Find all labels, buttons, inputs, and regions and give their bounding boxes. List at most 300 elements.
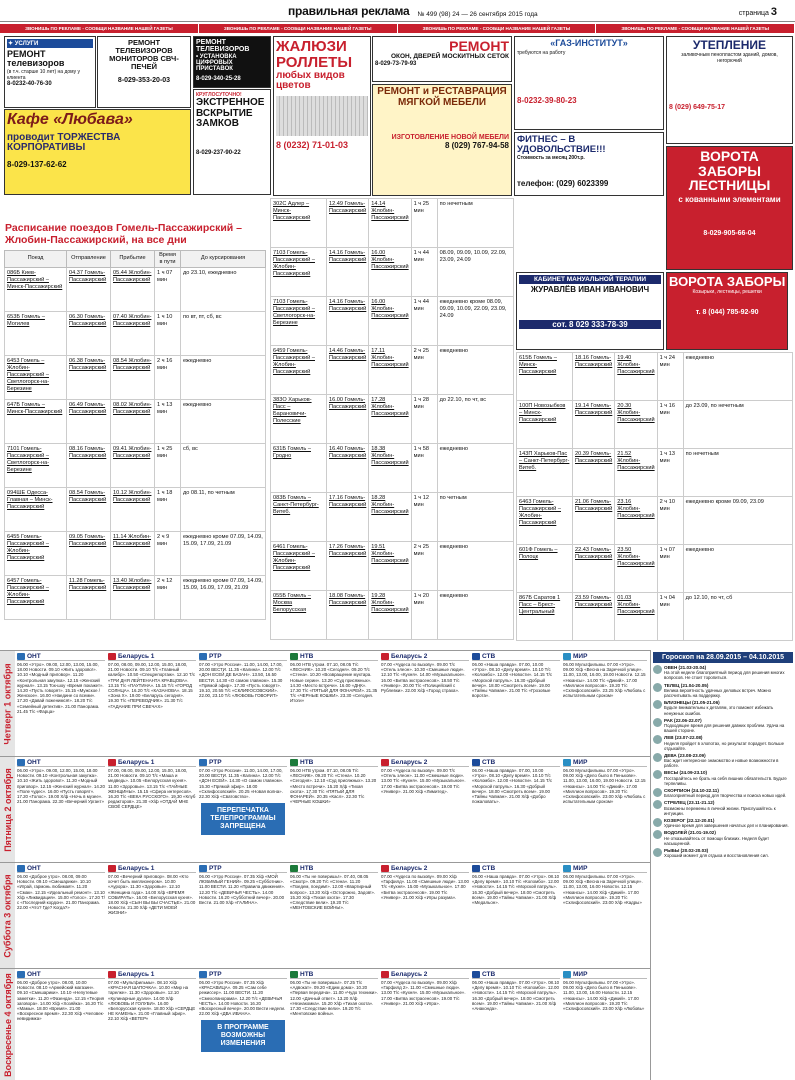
table-cell: 09.41 Жлобин-Пассажирский xyxy=(111,443,155,487)
ad-insulation xyxy=(666,36,793,144)
channel-header xyxy=(290,758,378,767)
table-cell: 08.54 Жлобин-Пассажирский xyxy=(111,355,155,399)
sign-text xyxy=(664,830,793,846)
tv-channel-column xyxy=(16,864,106,969)
tv-channel-column xyxy=(107,864,197,969)
horoscope-title: Гороскоп на 28.09.2015 – 04.10.2015 xyxy=(653,652,793,663)
channel-name: Беларусь 2 xyxy=(391,652,428,660)
table-cell: 055Б Гомель – Москва Белорусская xyxy=(271,591,327,640)
table-cell: 22.43 Гомель-Пассажирский xyxy=(573,545,615,593)
sign-forecast: Не отказывайтесь от помощи близких. Неделя будет насыщенной. xyxy=(664,835,770,846)
channel-name: Беларусь 2 xyxy=(391,970,428,978)
program-list: 06.00 НТВ утром. 07.10, 08.05 Т/с «ЛЕСНИК». 10.20 «Сегодня». 09.20 Т/с «Стена». 10.20 «Возвращение мухтара. Новые серии». 13.20 «Суд присяжных». 14.30 «Место встречи». 16.00 «ДНК». 17.30 Т/с «ПЯТЫЙ ДЛЯ ФОНАРЕЙ». 21.35 Т/с «ЧЕРНЫЕ КОШКИ». 23.30 «Сегодня. Итоги» xyxy=(290,662,378,704)
zodiac-icon xyxy=(653,665,662,674)
ad-title: РЕМОНТ телевизоров xyxy=(7,49,65,69)
col-header: Отправление xyxy=(67,251,111,268)
schedule-table-b xyxy=(270,198,514,646)
zodiac-icon xyxy=(653,718,662,727)
table-cell: 18.16 Гомель-Пассажирский xyxy=(573,353,615,401)
tv-channel-column xyxy=(198,864,288,969)
table-cell: ежедневно xyxy=(437,591,513,640)
sign-text xyxy=(664,753,793,769)
table-cell: 19.40 Жлобин-Пассажирский xyxy=(615,353,657,401)
program-list: 06.00 «Наша правда». 07.00 «Утро». 08.10 «Делу время». 10.10 Т/с «Коломбо». 12.00 «Новости». 14.15 Т/с «Морской патруль». 16.30 «Добрый вечер». 18.00 «Смотреть всем». 19.00 «Тайны Чапман». 21.00 Х/ф «Медальон». xyxy=(472,874,560,905)
ad-title: ФИТНЕС – В УДОВОЛЬСТВИЕ!!! xyxy=(517,134,606,155)
table-row xyxy=(271,444,514,493)
ad-subtitle: заливочным пенопластом зданий, домов, негорючий xyxy=(681,51,778,64)
sign-text xyxy=(664,818,789,828)
channel-header xyxy=(17,864,105,873)
ad-phone: 8 (029) 767-94-58 xyxy=(444,141,509,151)
table-cell: 10.12 Жлобин-Пассажирский xyxy=(111,487,155,531)
program-list: 06.00 «Утро России». 07.35 Х/ф «МОЙ ЛЮБИМЫЙ ГЕНИЙ». 09.25 «Субботник». 11.00 ВЕСТИ. 11.20 «Правила движения». 12.20 Т/с «ДЕВИЧЬЯ ЧЕСТЬ». 14.00 Новости. 16.20 «Субботний вечер». 20.00 Вести. 21.00 Х/ф «ГАЛИНА». xyxy=(199,874,286,905)
table-cell: 06.49 Гомель-Пассажирский xyxy=(67,399,111,443)
sign-name: СТРЕЛЕЦ (23.11-21.12) xyxy=(664,800,715,806)
program-list: 07.00 «Утро России». 11.00, 14.00, 17.00, 20.00 ВЕСТИ. 11.35 «Калина». 12.00 Т/с «ДОН ЕСЕЙ». 14.30 «О самом главном». 15.30 «Прямой эфир». 18.00 «Склифосовский». 20.25 «Новая волна». 22.30 Х/ф «Сватовство». xyxy=(199,768,284,799)
program-list: 07.00, 08.00, 09.00, 12.00, 15.00, 18.00, 21.00 Новости. 09.10 Т/с «Маша и медведь». 10.05 «Белорусская кухня». 11.00 «Здоровье». 13.15 Т/с «ТАЙНЫЕ ЖЕНЩИНЫ». 15.15 «Сфера интересов». 16.20 Т/с «ВЕКА РУССКОГО». 19.30 «Клуб редакторов». 21.30 «Х/ф «ОТДАЙ МНЕ СВОЁ СЕРДЦЕ» xyxy=(108,768,196,810)
tv-channel-column xyxy=(380,652,470,757)
horoscope-sign xyxy=(653,788,793,798)
channel-logo-icon xyxy=(108,971,116,978)
channel-logo-icon xyxy=(381,759,389,766)
day-label-text: Суббота 3 октября xyxy=(2,873,13,958)
table-cell: 7103 Гомель-Пассажирский – Жлобин-Пассажирский xyxy=(271,248,327,297)
channel-name: НТВ xyxy=(300,970,314,978)
table-cell: 2 ч 25 мин xyxy=(411,346,437,395)
sign-forecast: Вас ждет интересное знакомство и новые возможности в работе. xyxy=(664,758,779,769)
copyright-notice: ПЕРЕПЕЧАТКА ТЕЛЕПРОГРАММЫ ЗАПРЕЩЕНА xyxy=(201,803,285,835)
ad-manual-therapy xyxy=(516,272,664,350)
table-cell: 14.16 Гомель-Пассажирский xyxy=(327,248,369,297)
tv-day xyxy=(0,650,650,756)
channel-logo-icon xyxy=(381,865,389,872)
sign-text xyxy=(664,718,793,734)
slogan-strip xyxy=(0,24,795,33)
horoscope-sign xyxy=(653,770,793,786)
program-list: 07.00 «Чудеса по вызову». 09.00 Х/ф «Гарфилд 2». 11.00 «Смешные люди». 13.00 Т/с «Кухня». 15.00 «Музыкальное». 17.00 «Битва экстрасенсов». 19.00 Т/с «Универ». 21.00 Х/ф «Игра». xyxy=(381,980,466,1006)
table-cell: ежедневно xyxy=(437,542,513,591)
ad-subtitle: любых видов цветов xyxy=(276,69,345,91)
program-list: 07.00, 08.00, 09.00, 12.00, 15.00, 18.00, 21.00 Новости. 09.10 Т/с «Главный калибр». 10.50 «Спецрепортаж». 12.10 Т/с «ТРИ ДНЯ ЛЕЙТЕНАНТА КРАВЦОВА». 13.15 Т/с «ПАУТИНА». 15.15 Т/с «ГОРОД СОЛНЦА». 16.20 Т/с «КАЗАНОВА». 18.15 «Зона Х». 19.00 «Беларусь сегодня». 19.30 Т/с «ПЕРЕВОДЧИК». 21.30 Т/с «ГАДАНИЕ ПРИ СВЕЧАХ» xyxy=(108,662,196,709)
table-cell: ежедневно кроме 08.09, 09.09, 10.09, 22.09, 23.09, 24.09 xyxy=(437,297,513,346)
channel-logo-icon xyxy=(199,653,207,660)
zodiac-icon xyxy=(653,800,662,809)
channel-logo-icon xyxy=(472,759,480,766)
table-cell: 1 ч 44 мин xyxy=(411,297,437,346)
table-row xyxy=(271,542,514,591)
ad-title: ЭКСТРЕННОЕ ВСКРЫТИЕ ЗАМКОВ xyxy=(196,97,265,129)
ad-phone: телефон: (029) 6023399 xyxy=(517,178,609,188)
slogan: ЗВОНИШЬ ПО РЕКЛАМЕ - СООБЩИ НАЗВАНИЕ НАШЕЙ ГАЗЕТЫ xyxy=(596,24,795,33)
timetable xyxy=(516,352,793,641)
slogan: ЗВОНИШЬ ПО РЕКЛАМЕ - СООБЩИ НАЗВАНИЕ НАШЕЙ ГАЗЕТЫ xyxy=(199,24,398,33)
ad-phone: 8-029-353-20-03 xyxy=(117,76,171,84)
timetable xyxy=(4,250,266,620)
tv-channel-column xyxy=(289,864,379,969)
table-row xyxy=(517,497,793,545)
table-cell: до 22.10, по чт, вс xyxy=(437,395,513,444)
table-cell: 2 ч 9 мин xyxy=(155,531,181,575)
sign-text xyxy=(664,788,786,798)
channel-logo-icon xyxy=(290,971,298,978)
page-number: страница 3 xyxy=(738,6,777,18)
channel-header xyxy=(563,652,647,661)
table-cell: 631Б Гомель – Гродно xyxy=(271,444,327,493)
table-cell: 21.06 Гомель-Пассажирский xyxy=(573,497,615,545)
sign-forecast: Благоприятный период для творчества и поиска новых идей. xyxy=(664,793,787,799)
program-list: 06.00 «Утро». 09.00, 12.00, 15.00, 18.00 Новости. 09.10 «Контрольная закупка». 10.10 «Жить здорово!». 11.20 «Модный приговор». 12.15 «Женский журнал». 14.20 «Поле чудес». 16.00 «Пусть говорят». 17.20 «Голос». 19.00 Х/ф «Ночь в музее». 21.00 Панорама. 22.30 «Вечерний Ургант» xyxy=(17,768,105,805)
table-cell: 1 ч 18 мин xyxy=(155,487,181,531)
table-cell: 653Б Гомель – Могилев xyxy=(5,311,67,355)
tv-channel-column xyxy=(198,652,288,757)
channel-name: ОНТ xyxy=(27,970,41,978)
channel-header xyxy=(381,864,469,873)
channel-name: МИР xyxy=(573,864,588,872)
zodiac-icon xyxy=(653,848,662,857)
program-list: 06.00 «Наша правда». 07.00, 10.00 «Утро». 08.10 «Делу время». 10.10 Т/с «Коломбо». 12.00 «Новости». 14.15 Т/с «Морской патруль». 16.30 «Добрый вечер». 18.00 «Смотреть всем». 19.00 «Тайны Чапман». 21.00 Т/с «Грозовые ворота». xyxy=(472,662,553,699)
table-cell: ежедневно кроме 07.09, 14.09, 15.09, 16.09, 17.09, 21.09 xyxy=(181,575,266,619)
table-cell: 17.28 Жлобин-Пассажирский xyxy=(369,395,411,444)
table-cell: 09.05 Гомель-Пассажирский xyxy=(67,531,111,575)
table-cell: 13.40 Жлобин-Пассажирский xyxy=(111,575,155,619)
sign-name: РЫБЫ (20.02-20.03) xyxy=(664,847,709,853)
table-cell: 19.14 Гомель-Пассажирский xyxy=(573,401,615,449)
sign-forecast: Возможны перемены в личной жизни. Прислушайтесь к интуиции. xyxy=(664,805,776,816)
schedule-table-c xyxy=(516,352,793,646)
channel-name: МИР xyxy=(573,758,588,766)
channel-header xyxy=(381,758,469,767)
table-cell: 1 ч 25 мин xyxy=(411,199,437,248)
channel-logo-icon xyxy=(17,865,25,872)
tv-channel-column xyxy=(380,970,470,1080)
table-cell: ежедневно xyxy=(437,444,513,493)
channel-logo-icon xyxy=(17,971,25,978)
ad-cafe-lyubava xyxy=(4,109,191,195)
sign-text xyxy=(664,683,793,699)
channel-header xyxy=(108,970,196,979)
table-cell: 083Б Гомель – Санкт-Петербург-Витеб. xyxy=(271,493,327,542)
table-cell: 11.28 Гомель-Пассажирский xyxy=(67,575,111,619)
sign-name: РАК (22.06-22.07) xyxy=(664,717,702,723)
table-row xyxy=(271,199,514,248)
tv-channel-column xyxy=(289,652,379,757)
channel-header xyxy=(472,652,560,661)
channel-logo-icon xyxy=(290,653,298,660)
channel-logo-icon xyxy=(563,759,571,766)
slogan: ЗВОНИШЬ ПО РЕКЛАМЕ - СООБЩИ НАЗВАНИЕ НАШЕЙ ГАЗЕТЫ xyxy=(0,24,199,33)
ad-title: КАБИНЕТ МАНУАЛЬНОЙ ТЕРАПИИ xyxy=(519,275,661,284)
channel-header xyxy=(290,864,378,873)
tv-channel-column xyxy=(289,970,379,1080)
sign-forecast: Будьте внимательны к деталям, это поможет избежать ненужных ошибок. xyxy=(664,705,774,716)
table-cell: 06.30 Гомель-Пассажирский xyxy=(67,311,111,355)
channel-logo-icon xyxy=(108,865,116,872)
col-header: До курсирования xyxy=(181,251,266,268)
table-cell: 11.14 Жлобин-Пассажирский xyxy=(111,531,155,575)
program-list: 07.00 «Чудеса по вызову». 09.00 Х/ф «Гарфилд». 11.00 «Смешные люди». 13.00 Т/с «Кухня». 15.00 «Музыкальное». 17.00 «Битва экстрасенсов». 19.00 Т/с «Универ». 21.00 Х/ф «Игры разума». xyxy=(381,874,469,900)
ad-subtitle: КРУГЛОСУТОЧНО! xyxy=(196,92,242,98)
channel-header xyxy=(17,970,105,979)
ad-tv-repair-2 xyxy=(97,36,191,108)
channel-header xyxy=(290,970,378,979)
table-cell: 20.30 Жлобин-Пассажирский xyxy=(615,401,657,449)
table-cell: 07.40 Жлобин-Пассажирский xyxy=(111,311,155,355)
newspaper-brand: правильная реклама xyxy=(288,4,410,18)
sign-text xyxy=(664,770,793,786)
zodiac-icon xyxy=(653,683,662,692)
tv-channel-column xyxy=(198,970,288,1080)
table-row xyxy=(5,487,266,531)
table-row xyxy=(5,355,266,399)
day-label-text: Четверг 1 октября xyxy=(2,662,13,745)
horoscope-sign xyxy=(653,848,793,858)
ad-gaz-institut xyxy=(514,36,664,130)
sign-forecast: Подходящее время для решения давних проблем. Удача на вашей стороне. xyxy=(664,723,785,734)
tv-day xyxy=(0,862,650,968)
ad-title: ВОРОТА ЗАБОРЫ xyxy=(669,274,786,289)
ad-locks xyxy=(193,89,271,195)
table-cell: 6461 Гомель-Пассажирский – Жлобин-Пассажирский xyxy=(271,542,327,591)
channel-name: МИР xyxy=(573,652,588,660)
program-list: 06.00 «Ты не поверишь!». 07.25 Т/с «Адвокат». 09.20 «Едим дома». 10.20 «Первая передача». 11.00 «Чудо техники». 12.00 «Дачный ответ». 13.20 Х/ф «Незнакомка». 15.20 Х/ф «Тихая охота». 17.30 «Следствие вели». 19.20 Т/с «Ментовские войны». xyxy=(290,980,378,1017)
channel-name: Беларусь 2 xyxy=(391,758,428,766)
channel-name: РТР xyxy=(209,652,222,660)
table-cell: 06.38 Гомель-Пассажирский xyxy=(67,355,111,399)
program-list: 06.00 НТВ утром. 07.10, 08.05 Т/с «ЛЕСНИК». 09.20 Т/с «Стена». 10.20 «Сегодня». 12.10 «Суд присяжных». 13.20 «Место встречи». 15.20 Х/ф «Тихая охота». 17.30 Т/с «ПЯТЫЙ ДЛЯ ФОНАРЕЙ». 20.35 «Касл». 22.30 Т/с «ЧЕРНЫЕ КОШКИ» xyxy=(290,768,377,805)
ad-title: РЕМОНТ ТЕЛЕВИЗОРОВ МОНИТОРОВ СВЧ-ПЕЧЕЙ xyxy=(109,38,179,71)
table-row xyxy=(5,311,266,355)
table-cell: 6463 Гомель-Пассажирский – Жлобин-Пассажирский xyxy=(517,497,573,545)
table-cell: 16.40 Гомель-Пассажирский xyxy=(327,444,369,493)
zodiac-icon xyxy=(653,753,662,762)
tv-channel-column xyxy=(16,652,106,757)
channel-header xyxy=(199,970,287,979)
sign-name: ВЕСЫ (24.09-23.10) xyxy=(664,770,708,776)
zodiac-icon xyxy=(653,735,662,744)
table-row xyxy=(5,267,266,311)
horoscope-sign xyxy=(653,700,793,716)
sign-forecast: На этой неделе благоприятный период для решения многих вопросов. Не стоит торопиться. xyxy=(664,670,785,681)
table-row xyxy=(5,531,266,575)
horoscope-sign xyxy=(653,818,793,828)
table-cell: 05.44 Жлобин-Пассажирский xyxy=(111,267,155,311)
ad-tv-repair-1: ✦ УСЛУГИ РЕМОНТ телевизоров (в т.ч. старше 10 лет) на дому у клиента 8-0232-40-76-30 xyxy=(4,36,96,108)
sign-text xyxy=(664,700,793,716)
channel-logo-icon xyxy=(472,653,480,660)
channel-logo-icon xyxy=(199,865,207,872)
ad-title: ЖАЛЮЗИ РОЛЛЕТЫ xyxy=(276,38,353,71)
table-row xyxy=(517,449,793,497)
table-cell: 1 ч 28 мин xyxy=(411,395,437,444)
horoscope-sign xyxy=(653,683,793,699)
table-row xyxy=(517,353,793,401)
table-cell: ежедневно кроме 07.09, 14.09, 15.09, 17.09, 21.09 xyxy=(181,531,266,575)
table-cell: 16.00 Жлобин-Пассажирский xyxy=(369,297,411,346)
tv-channel-column xyxy=(380,864,470,969)
channel-header xyxy=(472,758,560,767)
channel-logo-icon xyxy=(563,653,571,660)
table-cell: 2 ч 12 мин xyxy=(155,575,181,619)
channel-name: Беларусь 1 xyxy=(118,970,155,978)
table-cell: 19.51 Жлобин-Пассажирский xyxy=(369,542,411,591)
sign-text xyxy=(664,800,793,816)
table-cell: ежедневно xyxy=(181,399,266,443)
table-cell: 615Б Гомель – Минск-Пассажирский xyxy=(517,353,573,401)
ad-subtitle: • УСТАНОВКА ЦИФРОВЫХ ПРИСТАВОК xyxy=(196,53,237,73)
ad-title: РЕМОНТ xyxy=(449,38,509,54)
table-cell: 17.26 Гомель-Пассажирский xyxy=(327,542,369,591)
zodiac-icon xyxy=(653,700,662,709)
sign-forecast: Неделя пройдет в хлопотах, но результат порадует. Больше отдыхайте. xyxy=(664,740,784,751)
ad-phone: 8-029-73-79-93 xyxy=(375,60,417,67)
channel-logo-icon xyxy=(290,759,298,766)
program-list: 07.00 «Утро России». 11.00, 14.00, 17.00, 20.00 ВЕСТИ. 11.35 «Калина». 12.00 Т/с «ДОН ЕСЕЙ ДЕ БАЗАН». 13.50, 16.50 ВЕСТИ. 14.30 «О самом главном». 15.30 «Прямой эфир». 17.30 «Пусть говорят». 19.10, 20.55 Т/с «СКЛИФОСОВСКИЙ». 22.00, 23.10 Т/с «ЛЮБОВЬ ГОВОРИТ» xyxy=(199,662,283,699)
channel-logo-icon xyxy=(108,759,116,766)
channel-logo-icon xyxy=(472,971,480,978)
channel-logo-icon xyxy=(290,865,298,872)
table-cell: 143П Харьков-Пас – Санкт-Петербург-Витеб. xyxy=(517,449,573,497)
schedule-title: Расписание поездов Гомель-Пассажирский – Жлобин-Пассажирский, на все дни xyxy=(5,222,243,247)
channel-name: СТВ xyxy=(482,652,496,660)
sign-text xyxy=(664,735,793,751)
program-list: 07.00 «Чудеса по вызову». 09.00 Т/с «Отель элеон». 10.30 «Смешные люди». 12.10 Т/с «Кухня». 14.00 «Музыкальное». 16.00 «Битва экстрасенсов». 18.50 Т/с «Универ». 20.00 Т/с «Полицейский с Рублевки». 22.00 Х/ф «Город страха». xyxy=(381,662,466,693)
channel-name: НТВ xyxy=(300,652,314,660)
table-cell: 2 ч 25 мин xyxy=(411,542,437,591)
zodiac-icon xyxy=(653,788,662,797)
table-cell: 1 ч 13 мин xyxy=(155,399,181,443)
ad-subtitle: Козырьки, лестницы, решетки xyxy=(692,288,762,295)
table-row xyxy=(271,248,514,297)
table-cell: 1 ч 20 мин xyxy=(411,591,437,640)
channel-header xyxy=(108,758,196,767)
sign-name: БЛИЗНЕЦЫ (21.05-21.06) xyxy=(664,700,720,706)
channel-name: МИР xyxy=(573,970,588,978)
table-cell: сб, вс xyxy=(181,443,266,487)
sign-name: СКОРПИОН (24.10-22.11) xyxy=(664,787,719,793)
table-cell: 302С Адлер – Минск-Пассажирский xyxy=(271,199,327,248)
table-cell: по вт, пт, сб, вс xyxy=(181,311,266,355)
program-list: 06.00 «Наша правда». 07.00 «Утро». 08.10 «Делу время». 10.10 Т/с «Коломбо». 12.00 «Новости». 14.15 Т/с «Морской патруль». 16.30 «Добрый вечер». 18.00 «Смотреть всем». 19.00 «Тайны Чапман». 21.00 Х/ф «Анаконда». xyxy=(472,980,560,1011)
horoscope-sign xyxy=(653,665,793,681)
zodiac-icon xyxy=(653,830,662,839)
program-list: 07.00 «Мультфильмы». 08.10 Х/ф «КРАСНАЯ ШАПОЧКА». 10.00 «Мир на тарелке». 11.30 «Здоровье». 12.10 «Кулинарные дуэли». 14.00 Х/ф «ЛЮБОВЬ И ГОЛУБИ». 16.00 «Белорусская кухня». 18.00 Х/ф «СЕРДЦЕ НЕ КАМЕНЬ». 21.00 «Главный эфир». 22.10 Х/ф «ВЕТЕР» xyxy=(108,980,196,1022)
program-list: 06.00 Мультфильмы. 07.00 «Утро». 09.00 Х/ф «Дело было в Пенькове». 11.00, 13.00, 16.00, 19.00 Новости. 12.15 «Нюансы». 14.00 Т/с «Дикий». 17.00 «Миллион вопросов». 19.20 Т/с «Склифосовский». 23.00 Х/ф «Любовь с испытательным сроком» xyxy=(563,768,646,805)
table-cell: до 23.10, ежедневно xyxy=(181,267,266,311)
ad-fitness xyxy=(514,132,664,196)
table-cell: 1 ч 44 мин xyxy=(411,248,437,297)
table-row xyxy=(5,399,266,443)
channel-logo-icon xyxy=(108,653,116,660)
table-cell: 100П Новозыбков – Минск-Пассажирский xyxy=(517,401,573,449)
day-label xyxy=(0,863,15,968)
ad-phone: 8-029-340-25-28 xyxy=(196,75,241,82)
table-cell: до 12.10, по чт, сб xyxy=(683,593,792,641)
ad-title: РЕМОНТ и РЕСТАВРАЦИЯ МЯГКОЙ МЕБЕЛИ xyxy=(377,86,507,108)
ad-phone: т. 8 (044) 785-92-90 xyxy=(695,308,759,316)
program-list: 06.00 «Ты не поверишь!». 07.40, 08.05 «Смотр». 09.20 Т/с «Стена». 11.20 «Поедем, поедим!». 12.00 «Квартирный вопрос». 13.20 Х/ф «Осторожно, Задов!». 15.20 Х/ф «Тихая охота». 17.30 «Следствие вели». 19.20 Т/с «МЕНТОВСКИЕ ВОЙНЫ». xyxy=(290,874,376,911)
sign-forecast: Велика вероятность удачных деловых встреч. Можно рассчитывать на поддержку. xyxy=(664,687,772,698)
day-label xyxy=(0,651,15,756)
tv-channel-column xyxy=(107,970,197,1080)
sign-name: ДЕВА (23.08-23.09) xyxy=(664,752,706,758)
table-cell: 601Ф Гомель – Полоцк xyxy=(517,545,573,593)
channel-header xyxy=(108,652,196,661)
table-cell: по нечетным xyxy=(437,199,513,248)
program-list: 06.00 Мультфильмы. 07.00 «Утро». 09.00 Х/ф «Весна на Заречной улице». 11.00, 13.00, 16.00 Новости. 12.15 «Нюансы». 14.00 Х/ф «Дикий». 17.00 «Миллион вопросов». 19.20 Т/с «Склифосовский». 23.00 Х/ф «Кадры» xyxy=(563,874,643,905)
table-row xyxy=(517,545,793,593)
table-cell: ежедневно кроме 09.09, 23.09 xyxy=(683,497,792,545)
day-label-text: Воскресенье 4 октября xyxy=(2,972,13,1077)
timetable xyxy=(270,198,514,640)
col-header: Прибытие xyxy=(111,251,155,268)
channel-header xyxy=(472,864,560,873)
table-cell: 14.46 Гомель-Пассажирский xyxy=(327,346,369,395)
sign-forecast: Удачное время для завершения начатых дел и планирования. xyxy=(664,823,789,829)
table-cell: 17.11 Жлобин-Пассажирский xyxy=(369,346,411,395)
table-cell: 2 ч 16 мин xyxy=(155,355,181,399)
ad-phone: 8-029-905-66-04 xyxy=(703,230,756,238)
table-cell: 1 ч 25 мин xyxy=(155,443,181,487)
channel-header xyxy=(17,758,105,767)
channel-name: ОНТ xyxy=(27,864,41,872)
issue-info: № 499 (98) 24 — 26 сентября 2015 года xyxy=(417,11,538,18)
ad-phone: 8-0232-40-76-30 xyxy=(7,80,52,87)
channel-name: ОНТ xyxy=(27,758,41,766)
table-cell: 16.00 Гомель-Пассажирский xyxy=(327,395,369,444)
table-cell: 18.38 Жлобин-Пассажирский xyxy=(369,444,411,493)
ad-phone: сот. 8 029 333-78-39 xyxy=(519,320,661,329)
tv-day xyxy=(0,756,650,862)
table-cell: 08.02 Жлобин-Пассажирский xyxy=(111,399,155,443)
channel-header xyxy=(199,652,287,661)
ad-phone: 8-0232-39-80-23 xyxy=(517,96,577,106)
table-cell: 7103 Гомель-Пассажирский – Светлогорск-на-Березине xyxy=(271,297,327,346)
table-cell: 1 ч 07 мин xyxy=(657,545,683,593)
channel-name: Беларусь 1 xyxy=(118,652,155,660)
col-header: Время в пути xyxy=(155,251,181,268)
ad-blinds xyxy=(273,36,371,196)
program-list: 07.00 «Чудеса по вызову». 09.00 Т/с «Отель элеон». 11.00 «Смешные люди». 13.00 Т/с «Кухня». 15.00 «Музыкальное». 17.00 «Битва экстрасенсов». 19.00 Т/с «Универ». 21.00 Х/ф «Лимитед». xyxy=(381,768,466,794)
ad-title: ВОРОТА ЗАБОРЫ ЛЕСТНИЦЫ xyxy=(688,148,771,194)
channel-header xyxy=(290,652,378,661)
sign-name: ТЕЛЕЦ (21.04-20.05) xyxy=(664,682,709,688)
tv-channel-column xyxy=(562,970,648,1080)
channel-header xyxy=(563,864,647,873)
program-list: 06.00 «Доброе утро». 08.00, 09.00 Новости. 09.10 «Смешарики». 10.10 «Играй, гармонь любимая!». 11.20 «Смак». 12.15 «Идеальный ремонт». 13.10 Х/ф «Ликвидация». 15.00 «Голос». 17.20 Т/с «Последний кордон». 21.00 Панорама. 22.00 «Что? Где? Когда?» xyxy=(17,874,106,911)
sign-name: ВОДОЛЕЙ (21.01-19.02) xyxy=(664,830,716,836)
channel-name: РТР xyxy=(209,970,222,978)
table-cell: 01.03 Жлобин-Пассажирский xyxy=(615,593,657,641)
program-list: 07.00 «Вечерний приговор». 08.00 «Кто хочет быть миллионером». 10.00 «Аурора». 11.30 «Здоровье». 12.10 «Женщина года». 14.00 Х/ф «ВРЕМЯ СОБИРАТЬ». 16.00 «Белорусская кухня». 18.00 Х/ф «СЫН ВЫ БЫ СЧАСТЬЕ». 21.00 Новости. 21.30 Х/ф «ДЕТИ МОЕЙ ЖИЗНИ» xyxy=(108,874,196,916)
tv-channel-column xyxy=(16,970,106,1080)
tv-channel-column xyxy=(471,864,561,969)
table-cell: ежедневно xyxy=(683,545,792,593)
channel-name: Беларусь 1 xyxy=(118,758,155,766)
table-cell: 6457 Гомель-Пассажирский – Жлобин-Пассажирский xyxy=(5,575,67,619)
channel-name: Беларусь 2 xyxy=(391,864,428,872)
table-cell: 6459 Гомель-Пассажирский – Жлобин-Пассажирский xyxy=(271,346,327,395)
zodiac-icon xyxy=(653,770,662,779)
table-cell: 1 ч 04 мин xyxy=(657,593,683,641)
program-list: 06.00 Мультфильмы. 07.00 «Утро». 09.00 Х/ф «Дело было в Пенькове». 11.00, 13.00, 16.00 Новости. 12.15 «Нюансы». 14.00 Х/ф «Дикий». 17.00 «Миллион вопросов». 19.20 Т/с «Склифосовский». 23.00 Х/ф «Любовь» xyxy=(563,980,645,1011)
table-row xyxy=(517,593,793,641)
table-cell: 7101 Гомель-Пассажирский – Светлогорск-на-Березине xyxy=(5,443,67,487)
channel-header xyxy=(17,652,105,661)
schedule-table-a xyxy=(4,250,266,646)
table-cell: 1 ч 24 мин xyxy=(657,353,683,401)
channel-logo-icon xyxy=(563,971,571,978)
table-cell: 19.28 Жлобин-Пассажирский xyxy=(369,591,411,640)
